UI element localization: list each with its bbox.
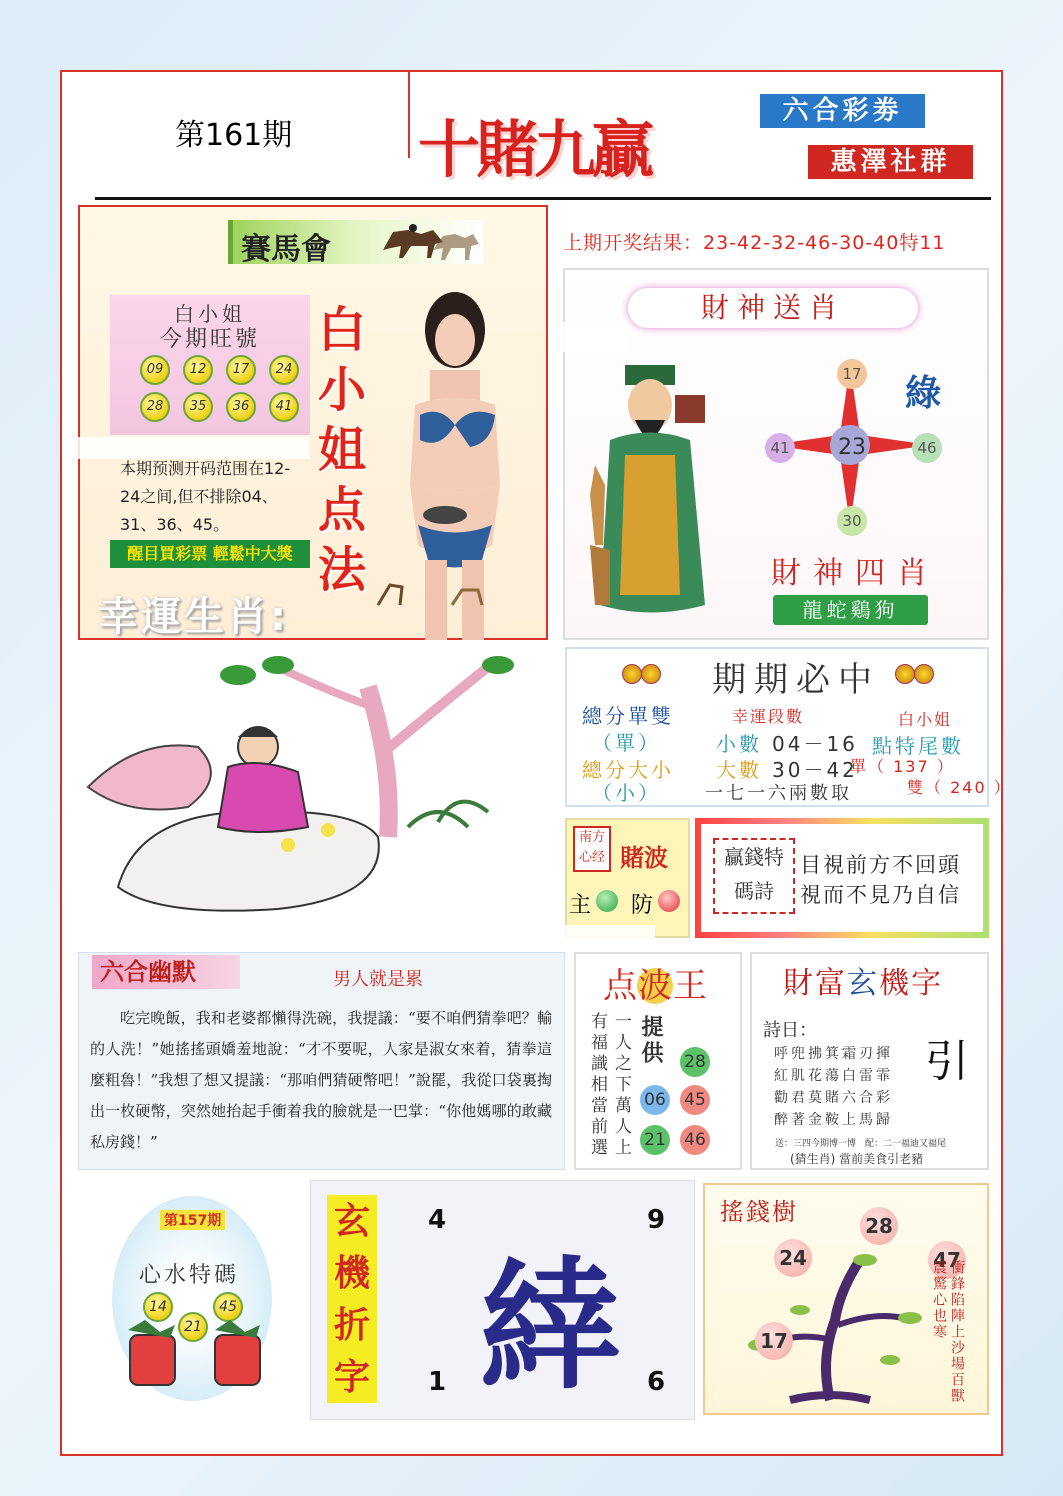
riddle-hint: 送：三四今期博一博 配：二一福迪又福尾: [775, 1139, 947, 1149]
money-tree-title: 搖錢樹: [720, 1198, 798, 1226]
point-wave-col1: 有福識相當前選: [587, 1012, 607, 1159]
riddle-char: 引: [925, 1036, 969, 1087]
humor-subtitle: 男人就是累: [333, 969, 423, 990]
coin-icon: [914, 664, 934, 684]
side-character: 綠: [905, 372, 942, 414]
prediction-text: 本期预测开码范围在12-24之间,但不排除04、31、36、45。: [120, 459, 291, 534]
small-range: 04－16: [772, 732, 858, 756]
money-poem-line1: 目視前方不回頭: [800, 853, 961, 877]
riddle-line: 呼兜拂箕霜刃揮: [774, 1046, 893, 1062]
special-tail-title: 點特尾數: [872, 734, 964, 758]
south-badge: 南方心经: [573, 826, 611, 872]
sum-odd-even-label: 總分單雙: [582, 704, 674, 728]
riddle-line: 醉著金鞍上馬歸: [774, 1112, 893, 1128]
hot-number-ball: 17: [226, 355, 256, 385]
tree-number-ball: 24: [774, 1239, 812, 1277]
miss-bai-hot-numbers: 今期旺號: [159, 327, 260, 352]
slogan-banner: 醒目買彩票 輕鬆中大獎: [110, 540, 310, 568]
story-illustration: [78, 647, 556, 932]
mystic-char-title: 玄機折字: [327, 1195, 377, 1403]
wave-ball: 28: [680, 1047, 710, 1077]
tree-number-ball: 28: [860, 1207, 898, 1245]
wealth-god-illustration: [585, 345, 735, 625]
horse-club-label: 賽馬會: [241, 232, 331, 267]
coin-icon: [622, 664, 642, 684]
double-tail: 雙（ 240 ）: [907, 778, 1012, 797]
four-zodiac-animals: 龍蛇鷄狗: [773, 595, 928, 625]
point-wave-char-c: 王: [673, 966, 707, 1006]
hot-number-ball: 28: [140, 392, 170, 422]
number-top-right: 9: [647, 1205, 666, 1235]
humor-title: 六合幽默: [92, 955, 240, 989]
horse-icon: [373, 220, 483, 264]
wave-ball: 06: [640, 1085, 670, 1115]
point-wave-provide: 提供: [638, 1015, 664, 1067]
cross-left-number: 41: [765, 433, 795, 463]
number-bottom-right: 6: [647, 1367, 666, 1397]
wave-ball: 45: [680, 1085, 710, 1115]
sum-size-value: （小）: [592, 781, 661, 805]
wealth-riddle-title-b: 玄: [847, 966, 879, 1001]
riddle-line: 勸君莫賭六合彩: [774, 1090, 893, 1106]
lucky-segment-label: 幸運段數: [732, 707, 805, 726]
coin-icon: [895, 664, 915, 684]
overlay-band: [555, 925, 655, 955]
hot-number-ball: 35: [183, 392, 213, 422]
small-label: 小數: [716, 732, 762, 756]
sum-odd-even-value: （單）: [592, 731, 661, 755]
issue-number: 第161期: [175, 118, 293, 153]
coin-icon: [641, 664, 661, 684]
wealth-riddle-title-a: 財富: [783, 966, 847, 1001]
money-poem-line2: 視而不見乃自信: [800, 883, 961, 907]
single-tail: 單（ 137 ）: [850, 757, 955, 776]
tree-number-ball: 47: [928, 1241, 966, 1279]
cross-bottom-number: 30: [837, 506, 867, 536]
cross-center-number: 23: [838, 435, 866, 460]
big-label: 大數: [716, 758, 762, 782]
riddle-zodiac-hint: (猜生肖) 當前美食引老豬: [790, 1152, 924, 1166]
defend-label: 防: [631, 893, 654, 918]
lottery-tag: 六合彩劵: [760, 94, 925, 128]
tree-number-ball: 17: [755, 1322, 793, 1360]
wealth-riddle-title-c: 機字: [879, 966, 943, 1001]
south-title: 賭波: [620, 843, 668, 872]
cross-top-number: 17: [837, 359, 867, 389]
heart-water-badge: 第157期: [160, 1210, 225, 1230]
pick-text: 一七一六兩數取: [705, 783, 852, 804]
four-zodiac-title: 財神四肖: [771, 556, 939, 591]
header-divider: [408, 70, 410, 158]
poem-label: 詩日：: [763, 1020, 817, 1041]
must-win-title: 期期必中: [712, 660, 880, 700]
community-tag: 惠澤社群: [808, 145, 973, 179]
hot-number-ball: 36: [226, 392, 256, 422]
wealth-riddle-title: [783, 958, 943, 1002]
cross-right-number: 46: [912, 433, 942, 463]
wealth-god-title: 財神送肖: [628, 288, 918, 328]
miss-bai-label: 白小姐: [898, 710, 953, 729]
heart-water-title: 心水特碼: [139, 1263, 240, 1288]
heart-number-ball: 21: [178, 1312, 208, 1342]
point-wave-title: [603, 958, 707, 1007]
header-underline: [95, 197, 991, 200]
point-wave-char-b: 波: [638, 966, 672, 1006]
green-ball-icon: [596, 890, 618, 912]
heart-number-ball: 14: [143, 1292, 173, 1322]
number-bottom-left: 1: [428, 1367, 447, 1397]
point-wave-char-a: 点: [603, 966, 637, 1006]
red-ball-icon: [658, 890, 680, 912]
wave-ball: 21: [640, 1125, 670, 1155]
tree-illustration: [720, 1230, 930, 1410]
hot-number-ball: 24: [269, 355, 299, 385]
heart-number-ball: 45: [213, 1292, 243, 1322]
big-range: 30－42: [772, 758, 858, 782]
hot-number-ball: 09: [140, 355, 170, 385]
horse-club-title: [228, 220, 483, 267]
riddle-line: 紅肌花蕩白雷霏: [774, 1068, 893, 1084]
hot-number-ball: 41: [269, 392, 299, 422]
money-poem-key: 贏錢特碼詩: [713, 838, 795, 914]
wave-ball: 46: [680, 1125, 710, 1155]
last-draw-result: 上期开奖结果：23-42-32-46-30-40特11: [563, 232, 946, 254]
brand-title: 十賭九贏: [418, 113, 651, 186]
main-label: 主: [569, 893, 592, 918]
mystic-big-char: 緈: [480, 1245, 621, 1409]
tree-poem: 衝鋒陷陣上沙場百獸震驚心也寒: [931, 1260, 965, 1404]
hot-number-ball: 12: [183, 355, 213, 385]
model-illustration: [370, 285, 535, 640]
number-top-left: 4: [428, 1205, 447, 1235]
sum-size-label: 總分大小: [582, 758, 674, 782]
miss-bai-name: 白小姐: [174, 302, 246, 326]
fist-icons: [120, 1320, 280, 1400]
humor-text: 吃完晚飯，我和老婆都懶得洗碗，我提議：“要不咱們猜拳吧？輸的人洗！”她搖搖頭嬌羞地說：“才不要呢，人家是淑女來着，猜拳這麼粗魯！”我想了想又提議：“那咱們猜硬幣吧！”說罷，我從口袋裏掏出一枚硬幣，突然她抬起手衝着我的臉就是一巴掌：“你他媽哪的敢藏私房錢！”: [90, 1009, 552, 1151]
lucky-zodiac-label: 幸運生肖:: [98, 594, 289, 640]
point-wave-col2: 一人之下萬人上: [611, 1012, 631, 1159]
miss-bai-vertical-title: 白小姐点法: [318, 302, 367, 598]
